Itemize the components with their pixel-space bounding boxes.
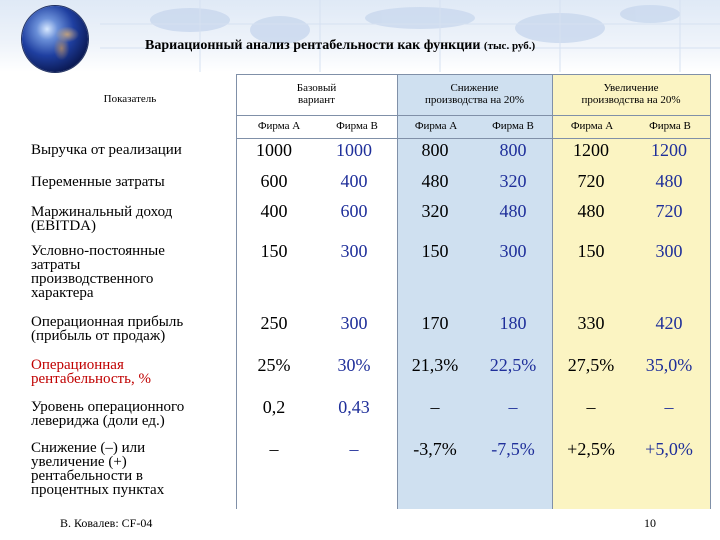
cell-revenue-inc-a: 1200 bbox=[573, 140, 609, 160]
cell-revenue-base-b: 1000 bbox=[336, 140, 372, 160]
cell-margin-pct-dec-a: 21,3% bbox=[411, 355, 459, 375]
cell-profit-dec-b: 180 bbox=[499, 313, 527, 333]
cell-varcost-dec-b: 320 bbox=[499, 171, 527, 191]
cell-margin-dec-a: 320 bbox=[421, 201, 449, 221]
cell-change-base-b: – bbox=[349, 439, 359, 459]
row-label-operating-margin bbox=[31, 358, 231, 386]
group-header-decrease bbox=[397, 82, 552, 106]
cell-margin-inc-b: 720 bbox=[655, 201, 683, 221]
cell-leverage-inc-b: – bbox=[664, 397, 674, 417]
cell-change-dec-b: -7,5% bbox=[491, 439, 535, 459]
subheader-firm-b-base: Фирма В bbox=[336, 120, 378, 132]
row-label-leverage bbox=[31, 400, 231, 428]
row-label-line: левериджа (доли ед.) bbox=[31, 413, 165, 429]
row-label-line: производственного bbox=[31, 271, 154, 287]
cell-profit-base-a: 250 bbox=[260, 313, 288, 333]
cell-leverage-base-b: 0,43 bbox=[338, 397, 370, 417]
row-label-line: (EBITDA) bbox=[31, 218, 96, 234]
title-unit: (тыс. руб.) bbox=[483, 40, 536, 52]
footer-author: В. Ковалев: CF-04 bbox=[60, 516, 153, 530]
row-label-line: Операционная прибыль bbox=[31, 314, 184, 330]
subheader-firm-a-decrease: Фирма А bbox=[414, 120, 458, 132]
row-label-line: Выручка от реализации bbox=[31, 142, 182, 158]
cell-revenue-inc-b: 1200 bbox=[651, 140, 687, 160]
cell-profit-dec-a: 170 bbox=[421, 313, 449, 333]
row-label-line: (прибыль от продаж) bbox=[31, 328, 166, 344]
cell-varcost-dec-a: 480 bbox=[421, 171, 449, 191]
cell-margin-pct-inc-a: 27,5% bbox=[567, 355, 615, 375]
row-label-line: затраты bbox=[31, 257, 81, 273]
row-label-line: Переменные затраты bbox=[31, 174, 165, 190]
cell-profit-inc-a: 330 bbox=[577, 313, 605, 333]
row-label-line: рентабельность, % bbox=[31, 371, 151, 387]
cell-margin-pct-base-b: 30% bbox=[337, 355, 371, 375]
cell-margin-pct-dec-b: 22,5% bbox=[489, 355, 537, 375]
row-label-line: Операционная bbox=[31, 357, 124, 373]
cell-change-base-a: – bbox=[269, 439, 279, 459]
row-label-margin bbox=[31, 205, 231, 233]
cell-margin-pct-inc-b: 35,0% bbox=[645, 355, 693, 375]
globe-continents bbox=[28, 12, 84, 68]
row-label-variable-costs bbox=[31, 175, 231, 189]
cell-leverage-base-a: 0,2 bbox=[262, 397, 286, 417]
cell-varcost-inc-b: 480 bbox=[655, 171, 683, 191]
cell-profit-base-b: 300 bbox=[340, 313, 368, 333]
group-header-decrease-line1: Снижение bbox=[450, 82, 499, 94]
cell-leverage-dec-a: – bbox=[430, 397, 440, 417]
cell-leverage-inc-a: – bbox=[586, 397, 596, 417]
cell-change-inc-a: +2,5% bbox=[567, 439, 615, 459]
cell-fixed-inc-b: 300 bbox=[655, 241, 683, 261]
cell-fixed-dec-b: 300 bbox=[499, 241, 527, 261]
slide-title bbox=[145, 38, 715, 54]
row-label-line: рентабельности в bbox=[31, 468, 143, 484]
cell-fixed-base-b: 300 bbox=[340, 241, 368, 261]
cell-margin-base-b: 600 bbox=[340, 201, 368, 221]
title-main: Вариационный анализ рентабельности как функции bbox=[145, 38, 481, 53]
page-number: 10 bbox=[644, 516, 656, 530]
row-label-line: Уровень операционного bbox=[31, 399, 185, 415]
cell-leverage-dec-b: – bbox=[508, 397, 518, 417]
row-label-line: характера bbox=[31, 285, 94, 301]
row-label-line: Условно-постоянные bbox=[31, 243, 165, 259]
cell-fixed-dec-a: 150 bbox=[421, 241, 449, 261]
cell-margin-base-a: 400 bbox=[260, 201, 288, 221]
cell-change-inc-b: +5,0% bbox=[645, 439, 693, 459]
row-label-operating-profit bbox=[31, 315, 231, 343]
group-header-increase bbox=[552, 82, 710, 106]
group-header-base-line1: Базовый bbox=[296, 82, 337, 94]
cell-margin-dec-b: 480 bbox=[499, 201, 527, 221]
world-map-background bbox=[0, 0, 720, 72]
cell-varcost-base-a: 600 bbox=[260, 171, 288, 191]
cell-margin-inc-a: 480 bbox=[577, 201, 605, 221]
row-label-line: Снижение (–) или bbox=[31, 440, 146, 456]
cell-fixed-inc-a: 150 bbox=[577, 241, 605, 261]
group-header-base bbox=[236, 82, 397, 106]
row-label-change bbox=[31, 441, 231, 497]
row-label-revenue bbox=[31, 143, 231, 157]
subheader-firm-b-decrease: Фирма В bbox=[492, 120, 534, 132]
subheader-firm-b-increase: Фирма В bbox=[649, 120, 691, 132]
row-label-fixed-costs bbox=[31, 244, 231, 300]
indicator-header-label: Показатель bbox=[103, 93, 157, 105]
group-header-decrease-line2: производства на 20% bbox=[424, 94, 525, 106]
row-label-line: увеличение (+) bbox=[31, 454, 127, 470]
group-header-base-line2: вариант bbox=[298, 94, 335, 106]
row-label-line: процентных пунктах bbox=[31, 482, 165, 498]
cell-revenue-dec-b: 800 bbox=[499, 140, 527, 160]
table-top-line bbox=[236, 74, 710, 75]
cell-revenue-base-a: 1000 bbox=[256, 140, 292, 160]
col-divider-4 bbox=[710, 74, 711, 509]
cell-varcost-base-b: 400 bbox=[340, 171, 368, 191]
header-banner bbox=[0, 0, 720, 72]
cell-varcost-inc-a: 720 bbox=[577, 171, 605, 191]
subheader-line bbox=[236, 138, 710, 139]
group-header-increase-line1: Увеличение bbox=[603, 82, 659, 94]
cell-change-dec-a: -3,7% bbox=[413, 439, 457, 459]
subheader-firm-a-base: Фирма А bbox=[257, 120, 301, 132]
cell-revenue-dec-a: 800 bbox=[421, 140, 449, 160]
row-label-line: Маржинальный доход bbox=[31, 204, 173, 220]
group-header-line bbox=[236, 115, 710, 116]
group-header-increase-line2: производства на 20% bbox=[581, 94, 681, 106]
indicator-header bbox=[60, 93, 200, 105]
cell-margin-pct-base-a: 25% bbox=[257, 355, 291, 375]
subheader-firm-a-increase: Фирма А bbox=[570, 120, 614, 132]
cell-profit-inc-b: 420 bbox=[655, 313, 683, 333]
cell-fixed-base-a: 150 bbox=[260, 241, 288, 261]
